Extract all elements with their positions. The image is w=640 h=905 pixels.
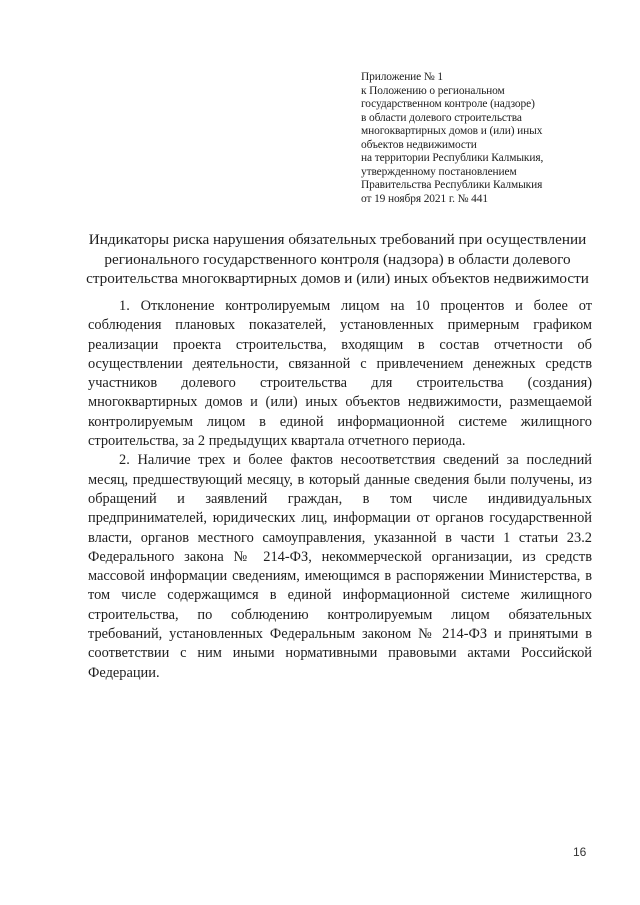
- appendix-line: в области долевого строительства: [361, 111, 522, 124]
- appendix-line: многоквартирных домов и (или) иных: [361, 125, 543, 137]
- appendix-line: Правительства Республики Калмыкия: [361, 179, 543, 191]
- appendix-line: объектов недвижимости: [361, 138, 477, 151]
- page-number: 16: [573, 845, 587, 859]
- title-line: регионального государственного контроля (надзора) в области долевого: [104, 250, 571, 268]
- appendix-line: утвержденному постановлением: [361, 165, 517, 178]
- title-line: строительства многоквартирных домов и (или) иных объектов недвижимости: [86, 270, 589, 287]
- paragraph-2: 2. Наличие трех и более фактов несоответствия сведений за последний месяц, предшествующий месяцу, в который данные сведения были получены, из обращений и заявлений граждан, в том числе индивидуальных предпринимателей, юридических лиц, информации от органов государственной власти, органов местного самоуправления, указанной в части 1 статьи 23.2 Федерального закона № 214-ФЗ, некоммерческой организации, из средств массовой информации сведениям, имеющимся в распоряжении Министерства, в том числе содержащимся в единой информационной системе жилищного строительства, по соблюдению контролируемым лицом обязательных требований, установленных Федеральным законом № 214-ФЗ и принятыми в соответствии с ним иными нормативными правовыми актами Российской Федерации.: [88, 452, 592, 681]
- appendix-line: на территории Республики Калмыкия,: [361, 152, 544, 164]
- appendix-line: от 19 ноября 2021 г. № 441: [361, 192, 488, 205]
- appendix-line: к Положению о региональном: [361, 84, 505, 97]
- appendix-line: Приложение № 1: [361, 71, 443, 83]
- document-body: [88, 297, 592, 683]
- document-title: [70, 230, 605, 289]
- appendix-block: [361, 71, 601, 206]
- appendix-line: государственном контроле (надзоре): [361, 98, 535, 110]
- title-line: Индикаторы риска нарушения обязательных требований при осуществлении: [88, 231, 587, 248]
- paragraph-1: 1. Отклонение контролируемым лицом на 10 процентов и более от соблюдения плановых показателей, установленных примерным графиком реализации проекта строительства, входящим в состав отчетности об осуществлении деятельности, связанной с привлечением денежных средств участников долевого строительства для строительства (создания) многоквартирных домов и (или) иных объектов недвижимости, размещаемой контролируемым лицом в единой информационной системе жилищного строительства, за 2 предыдущих квартала отчетного периода.: [88, 298, 592, 450]
